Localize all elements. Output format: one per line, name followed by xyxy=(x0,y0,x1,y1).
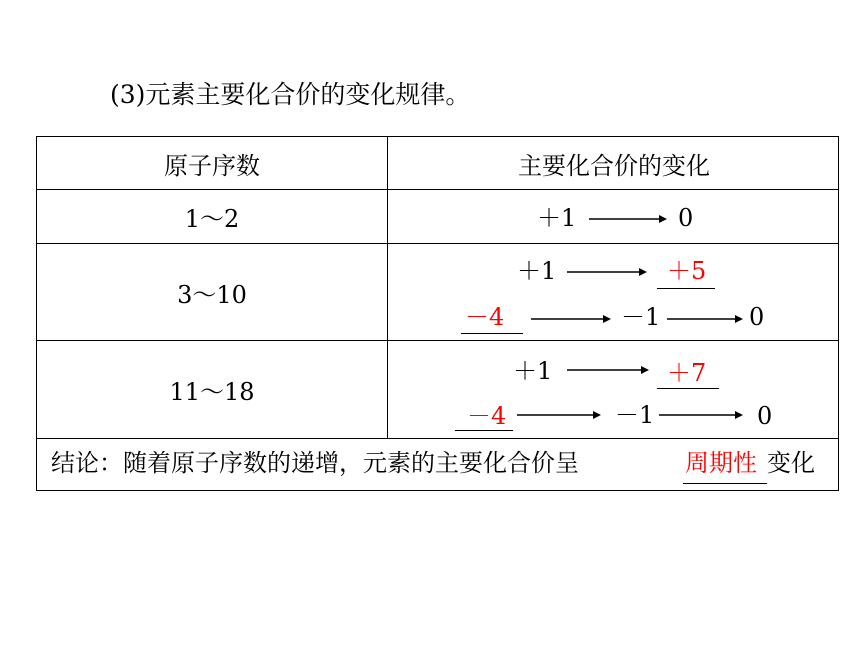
conclusion-end: 变化 xyxy=(767,449,815,477)
answer-blank xyxy=(461,333,523,334)
row3-line2-answer: －4 xyxy=(467,402,507,430)
row2-line2-mid: －1 xyxy=(621,303,661,331)
arrow-icon xyxy=(567,365,649,375)
valence-table xyxy=(36,136,839,491)
answer-blank xyxy=(657,388,719,389)
row3-line1-start: ＋1 xyxy=(513,357,553,385)
header-valence-change: 主要化合价的变化 xyxy=(518,151,710,180)
arrow-icon xyxy=(667,314,743,324)
conclusion-text: 结论：随着原子序数的递增，元素的主要化合价呈 xyxy=(51,449,579,477)
row3-line2-end: 0 xyxy=(757,402,773,430)
section-heading: (3)元素主要化合价的变化规律。 xyxy=(110,80,471,109)
row2-line1-answer: ＋5 xyxy=(667,257,707,285)
answer-blank xyxy=(455,430,513,431)
row3-range: 11～18 xyxy=(169,378,255,406)
answer-blank xyxy=(683,483,767,484)
row3-line2-mid: －1 xyxy=(615,401,655,429)
header-atomic-number: 原子序数 xyxy=(164,151,260,180)
row2-line2-answer: －4 xyxy=(465,303,505,331)
arrow-icon xyxy=(567,267,647,277)
row1-range: 1～2 xyxy=(184,205,240,233)
row-divider xyxy=(37,438,838,439)
row2-range: 3～10 xyxy=(177,280,247,309)
arrow-icon xyxy=(659,410,743,420)
arrow-icon xyxy=(517,410,601,420)
row3-line1-answer: ＋7 xyxy=(667,359,707,387)
answer-blank xyxy=(657,288,715,289)
row2-line2-end: 0 xyxy=(749,303,765,331)
row1-start: ＋1 xyxy=(537,204,577,232)
row2-line1-start: ＋1 xyxy=(517,257,557,285)
row1-end: 0 xyxy=(678,204,694,232)
arrow-icon xyxy=(589,214,667,224)
arrow-icon xyxy=(531,314,611,324)
conclusion-answer: 周期性 xyxy=(685,449,757,477)
